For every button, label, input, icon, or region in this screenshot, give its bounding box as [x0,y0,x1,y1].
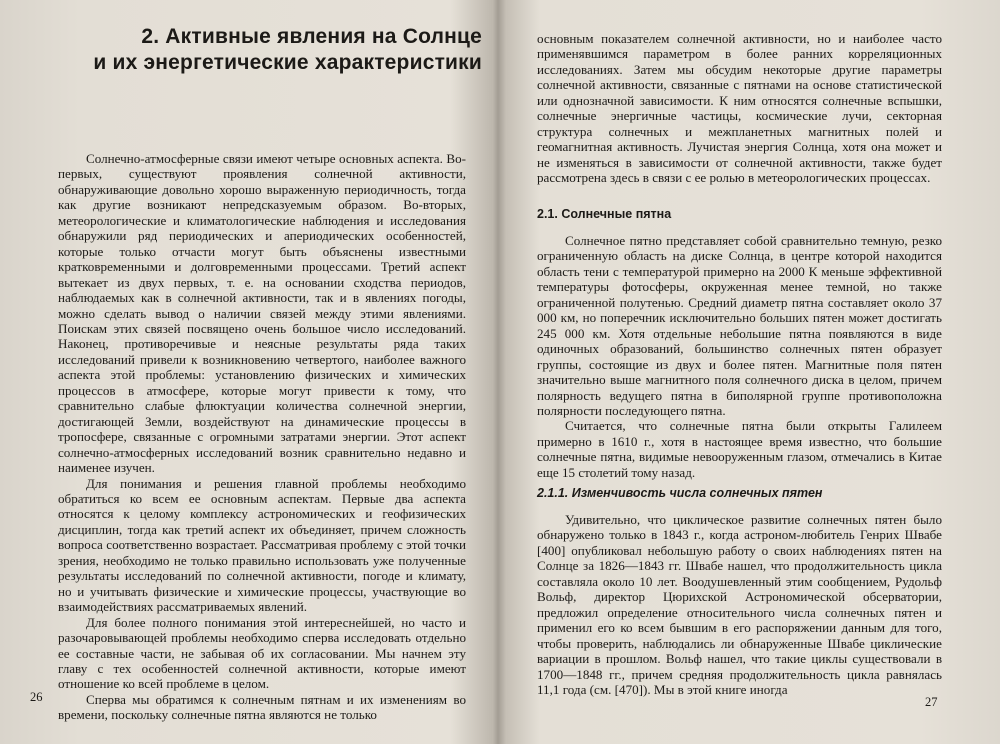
paragraph: Солнечное пятно представляет собой сравнительно темную, резко ограниченную область на диске Солнца, в центре которой находится область тени с температурой примерно на 2000 К меньше эффективной температуры фотосферы, окруженная менее темной, но также ограниченной полутенью. Средний диаметр пятна составляет около 37 000 км, но поперечник исключительно больших пятен может достигать 245 000 км. Хотя отдельные небольшие пятна появляются в виде одиночных образований, большинство солнечных пятен образует группы, состоящие из двух и более пятен. Магнитные поля пятен значительно выше магнитного поля солнечного диска в целом, причем полярность ведущего пятна в биполярной группе противоположна полярности последующего пятна. [537,233,942,418]
paragraph: Для понимания и решения главной проблемы необходимо обратиться ко всем ее основным аспектам. Первые два аспекта относятся к целому комплексу астрономических и геофизических дисциплин, тогда как третий аспект их объединяет, причем сложность вопроса соответственно возрастает. Рассматривая проблему с этой точки зрения, необходимо не только правильно использовать уже полученные результаты исследований по солнечной активности, погоде и климату, но и учитывать физические и химические процессы, участвующие во взаимодействиях рассматриваемых явлений. [58,475,466,615]
left-page [0,0,496,744]
page-number-left: 26 [30,690,43,704]
chapter-title [92,24,482,76]
left-page-body [58,151,466,723]
paragraph: Сперва мы обратимся к солнечным пятнам и их изменениям во времени, поскольку солнечные пятна являются не только [58,691,466,723]
section-2-1-1-body [537,512,942,697]
paragraph: основным показателем солнечной активности, но и наиболее часто применявшимся параметром в более ранних корреляционных исследованиях. Затем мы обсудим некоторые другие параметры солнечной активности, связанные с пятнами на основе статистической или однозначной зависимости. К ним относятся солнечные вспышки, солнечные энергичные частицы, космические лучи, секторная структура солнечных и межпланетных магнитных полей и геомагнитная активность. Лучистая энергия Солнца, хотя она может и не изменяться в зависимости от солнечной активности, также будет рассмотрена здесь в связи с ее ролью в метеорологических процессах. [537,31,942,186]
paragraph: Солнечно-атмосферные связи имеют четыре основных аспекта. Во-первых, существуют проявления солнечной активности, обнаруживающие довольно хорошо выраженную периодичность, тогда как другие возникают непредсказуемым образом. Во-вторых, метеорологические и климатологические наблюдения и исследования обнаружили ряд периодических и апериодических особенностей, которые только отчасти могут быть объяснены известными кратковременными и долговременными процессами. Третий аспект вытекает из двух первых, т. е. на основании сходства периодов, наблюдаемых как в солнечной активности, так и в явлениях погоды, можно сделать вывод о наличии связей между этими явлениями. Поискам этих связей посвящено очень большое число исследований. Наконец, противоречивые и неясные результаты ряда таких исследований привели к возникновению четвертого, наиболее важного аспекта этой проблемы: установлению физических и химических процессов в атмосфере, которые могут привести к тому, что сравнительно слабые флюктуации количества солнечной энергии, достигающей Земли, воздействуют на динамические процессы в тропосфере, связанные с огромными затратами энергии. Этот аспект солнечно-атмосферных исследований возник сравнительно недавно и наименее изучен. [58,151,466,476]
section-heading-2-1-1: 2.1.1. Изменчивость числа солнечных пятен [537,486,823,500]
paragraph: Удивительно, что циклическое развитие солнечных пятен было обнаружено только в 1843 г., когда астроном-любитель Генрих Швабе [400] опубликовал небольшую работу о своих наблюдениях пятен на Солнце за 1826—1843 гг. Швабе нашел, что продолжительность цикла составляла около 10 лет. Воодушевленный этим сообщением, Рудольф Вольф, директор Цюрихской Астрономической обсерватории, предложил определение относительного числа солнечных пятен и применил его ко всем бывшим в его распоряжении данным для того, чтобы проверить, наблюдались ли обнаруженные Швабе циклические вариации в прошлом. Вольф нашел, что такие циклы существовали в 1700—1848 гг., причем средняя продолжительность цикла равнялась 11,1 года (см. [470]). Мы в этой книге иногда [537,512,942,697]
section-heading-2-1: 2.1. Солнечные пятна [537,207,672,221]
chapter-title-line-1: 2. Активные явления на Солнце [141,25,482,48]
section-2-1-body [537,233,942,480]
page-number-right: 27 [925,695,938,709]
right-page-continuation [537,31,942,186]
right-page [503,0,1000,744]
paragraph: Считается, что солнечные пятна были открыты Галилеем примерно в 1610 г., хотя в настоящее время известно, что большие солнечные пятна, видимые невооруженным глазом, отмечались в Китае еще 15 столетий тому назад. [537,418,942,480]
chapter-title-line-2: и их энергетические характеристики [93,51,482,74]
paragraph: Для более полного понимания этой интереснейшей, но часто и разочаровывающей проблемы необходимо сперва исследовать отдельно ее составные части, не забывая об их согласовании. Мы начнем эту главу с тех особенностей солнечной активности, которые имеют отношение ко всей проблеме в целом. [58,614,466,692]
